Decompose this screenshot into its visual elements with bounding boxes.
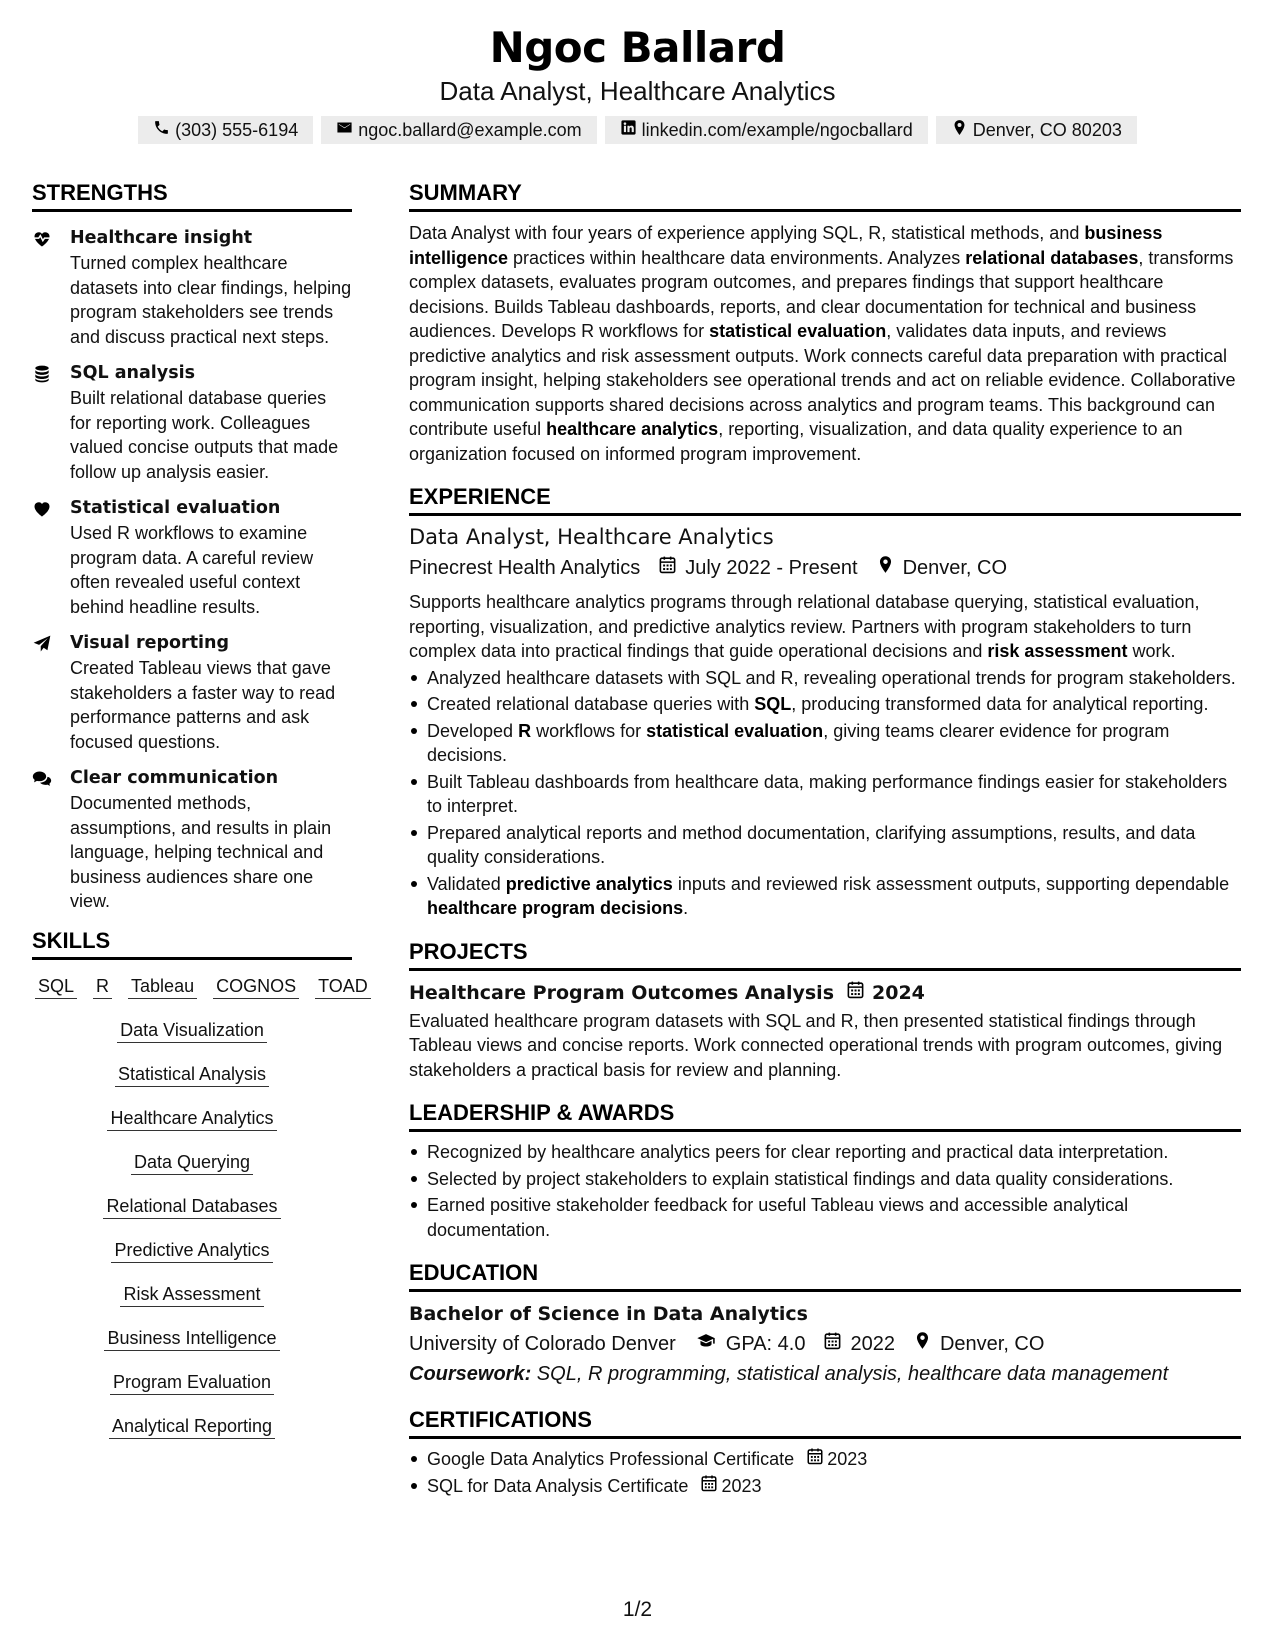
skill-row — [32, 1238, 352, 1263]
education-gpa: GPA: 4.0 — [725, 1333, 806, 1355]
right-column — [409, 178, 1241, 1500]
strength-item — [32, 766, 352, 914]
contact-phone[interactable] — [138, 116, 313, 144]
skill-tag: Relational Databases — [103, 1194, 280, 1219]
skill-tag: SQL — [35, 974, 77, 999]
skill-tag: Predictive Analytics — [111, 1238, 272, 1263]
paper-plane-icon — [32, 631, 70, 754]
coursework — [409, 1359, 1241, 1389]
list-item: Created relational database queries with SQL, producing transformed data for analytical reporting. — [409, 692, 1241, 717]
calendar-icon — [834, 979, 872, 1007]
contact-linkedin-text: linkedin.com/example/ngocballard — [641, 119, 913, 140]
certification-name: SQL for Data Analysis Certificate — [427, 1475, 689, 1496]
phone-icon — [153, 119, 170, 141]
strength-desc: Built relational database queries for reporting work. Colleagues valued concise outputs that made follow up analysis easier. — [70, 388, 339, 482]
strengths-list — [32, 226, 352, 914]
strength-item — [32, 361, 352, 484]
strength-item — [32, 631, 352, 754]
certification-year: 2023 — [827, 1449, 868, 1469]
list-item: Built Tableau dashboards from healthcare data, making performance findings easier for stakeholders to interpret. — [409, 770, 1241, 819]
emphasis-text: statistical evaluation — [709, 321, 887, 341]
leadership-section — [409, 1098, 1241, 1242]
emphasis-text: relational databases — [965, 247, 1139, 268]
heartbeat-icon — [32, 226, 70, 349]
skill-tag: Tableau — [128, 974, 197, 999]
calendar-icon — [640, 554, 685, 582]
contact-location — [936, 116, 1137, 144]
skills-heading: SKILLS — [32, 926, 352, 960]
certifications-heading: CERTIFICATIONS — [409, 1405, 1241, 1439]
skill-row — [32, 1414, 352, 1439]
strength-desc: Documented methods, assumptions, and results in plain language, helping technical and business audiences share one view. — [70, 793, 332, 911]
skill-row — [32, 1326, 352, 1351]
skill-row — [32, 1062, 352, 1087]
project-title-row — [409, 979, 1241, 1007]
certification-name: Google Data Analytics Professional Certificate — [427, 1449, 795, 1469]
job-meta — [409, 554, 1241, 582]
strength-title: SQL analysis — [70, 363, 196, 383]
graduation-cap-icon — [676, 1330, 726, 1358]
company-name: Pinecrest Health Analytics — [409, 557, 641, 579]
leadership-heading: LEADERSHIP & AWARDS — [409, 1098, 1241, 1132]
projects-heading: PROJECTS — [409, 937, 1241, 971]
contact-email[interactable] — [321, 116, 596, 144]
emphasis-text: business intelligence — [409, 223, 1163, 268]
candidate-title: Data Analyst, Healthcare Analytics — [439, 76, 836, 106]
contact-location-text: Denver, CO 80203 — [972, 119, 1122, 140]
strength-item — [32, 226, 352, 349]
school-name: University of Colorado Denver — [409, 1333, 676, 1355]
emphasis-text: predictive analytics — [505, 873, 673, 894]
page-number: 1/2 — [622, 1598, 653, 1621]
strength-title: Healthcare insight — [70, 228, 253, 248]
resume-header — [0, 22, 1275, 144]
list-item: Selected by project stakeholders to explain statistical findings and data quality considerations. — [409, 1167, 1241, 1192]
experience-section — [409, 482, 1241, 921]
calendar-icon — [805, 1330, 850, 1358]
skills-list — [32, 974, 368, 1439]
education-meta — [409, 1330, 1241, 1358]
strength-title: Visual reporting — [70, 633, 230, 653]
map-pin-icon — [951, 119, 968, 141]
certification-year: 2023 — [721, 1475, 762, 1496]
education-section — [409, 1258, 1241, 1389]
list-item: Prepared analytical reports and method documentation, clarifying assumptions, results, and data quality considerations. — [409, 821, 1241, 870]
list-item — [409, 1447, 1241, 1472]
project-title: Healthcare Program Outcomes Analysis — [409, 981, 835, 1004]
education-year: 2022 — [850, 1333, 895, 1355]
list-item — [409, 1474, 1241, 1499]
calendar-icon — [688, 1474, 721, 1499]
calendar-icon — [794, 1447, 827, 1472]
skill-row — [32, 1370, 352, 1395]
contact-bar — [0, 116, 1275, 144]
list-item: Earned positive stakeholder feedback for useful Tableau views and accessible analytical documentation. — [409, 1193, 1241, 1242]
skill-tag: Analytical Reporting — [109, 1414, 275, 1439]
linkedin-icon — [620, 119, 637, 141]
projects-section — [409, 937, 1241, 1083]
coursework-text: SQL, R programming, statistical analysis, healthcare data management — [531, 1363, 1169, 1385]
contact-linkedin[interactable] — [605, 116, 928, 144]
certifications-section — [409, 1405, 1241, 1498]
contact-email-text: ngoc.ballard@example.com — [358, 119, 582, 140]
skill-tag: Data Visualization — [117, 1018, 267, 1043]
skill-row — [32, 1106, 352, 1131]
skill-row — [32, 974, 368, 999]
emphasis-text: risk assessment — [987, 641, 1128, 661]
skill-row — [32, 1018, 352, 1043]
job-dates: July 2022 - Present — [685, 557, 858, 579]
strength-title: Statistical evaluation — [70, 498, 281, 518]
degree-title: Bachelor of Science in Data Analytics — [409, 1303, 808, 1325]
skill-tag: COGNOS — [213, 974, 299, 999]
skill-row — [32, 1194, 352, 1219]
summary-text: Data Analyst with four years of experience applying SQL, R, statistical methods, and business intelligence practices within healthcare data environments. Analyzes relational databases, transforms complex datasets, evaluates program outcomes, and prepares findings that support healthcare decisions. Builds Tableau dashboards, reports, and clear documentation for technical and business audiences. Develops R workflows for statistical evaluation, validates data inputs, and reviews predictive analytics and risk assessment outputs. Work connects careful data preparation with practical program insight, helping stakeholders see operational trends and act on reliable evidence. Collaborative communication supports shared decisions across analytics and program teams. This background can contribute useful healthcare analytics, reporting, visualization, and data quality experience to an organization focused on informed program improvement. — [409, 223, 1236, 464]
strength-desc: Created Tableau views that gave stakeholders a faster way to read performance patterns and ask focused questions. — [70, 658, 336, 752]
list-item: Developed R workflows for statistical evaluation, giving teams clearer evidence for program decisions. — [409, 719, 1241, 768]
map-pin-icon — [895, 1330, 940, 1358]
heart-icon — [32, 496, 70, 619]
job-title: Data Analyst, Healthcare Analytics — [409, 525, 774, 549]
emphasis-text: healthcare program decisions — [427, 898, 684, 918]
skill-tag: Risk Assessment — [120, 1282, 263, 1307]
list-item: Analyzed healthcare datasets with SQL and R, revealing operational trends for program stakeholders. — [409, 666, 1241, 691]
job-location: Denver, CO — [902, 557, 1008, 579]
list-item: Recognized by healthcare analytics peers for clear reporting and practical data interpretation. — [409, 1140, 1241, 1165]
experience-heading: EXPERIENCE — [409, 482, 1241, 516]
job-description: Supports healthcare analytics programs through relational database querying, statistical evaluation, reporting, visualization, and predictive analytics review. Partners with program stakeholders to turn complex data into practical findings that guide operational decisions and risk assessment work. — [409, 592, 1200, 661]
strength-item — [32, 496, 352, 619]
strengths-heading: STRENGTHS — [32, 178, 352, 212]
summary-heading: SUMMARY — [409, 178, 1241, 212]
database-icon — [32, 361, 70, 484]
coursework-label: Coursework: — [409, 1363, 532, 1385]
education-location: Denver, CO — [939, 1333, 1045, 1355]
skill-tag: Healthcare Analytics — [107, 1106, 276, 1131]
envelope-icon — [336, 119, 353, 141]
strength-title: Clear communication — [70, 768, 279, 788]
skill-tag: R — [93, 974, 112, 999]
map-pin-icon — [858, 554, 903, 582]
skill-row — [32, 1282, 352, 1307]
candidate-name: Ngoc Ballard — [489, 23, 786, 72]
contact-phone-text: (303) 555-6194 — [175, 119, 299, 140]
strength-desc: Used R workflows to examine program data. A careful review often revealed useful context behind headline results. — [70, 523, 314, 617]
project-year: 2024 — [872, 981, 925, 1004]
emphasis-text: healthcare analytics — [546, 419, 719, 439]
left-column — [32, 178, 368, 1458]
skill-tag: Program Evaluation — [110, 1370, 274, 1395]
emphasis-text: R — [518, 720, 532, 741]
skill-tag: Data Querying — [131, 1150, 253, 1175]
project-description: Evaluated healthcare program datasets with SQL and R, then presented statistical findings through Tableau views and concise reports. Work connected operational trends with program outcomes, giving stakeholders a practical basis for review and planning. — [409, 1010, 1223, 1080]
emphasis-text: SQL — [754, 694, 792, 714]
certifications-list — [409, 1447, 1241, 1498]
skill-tag: TOAD — [315, 974, 371, 999]
emphasis-text: statistical evaluation — [646, 720, 824, 741]
skill-row — [32, 1150, 352, 1175]
skill-tag: Business Intelligence — [104, 1326, 279, 1351]
strength-desc: Turned complex healthcare datasets into clear findings, helping program stakeholders see trends and discuss practical next steps. — [70, 253, 352, 347]
education-heading: EDUCATION — [409, 1258, 1241, 1292]
list-item: Validated predictive analytics inputs and reviewed risk assessment outputs, supporting dependable healthcare program decisions. — [409, 872, 1241, 921]
leadership-list — [409, 1140, 1241, 1242]
comments-icon — [32, 766, 70, 914]
job-bullets — [409, 666, 1241, 921]
skill-tag: Statistical Analysis — [115, 1062, 269, 1087]
